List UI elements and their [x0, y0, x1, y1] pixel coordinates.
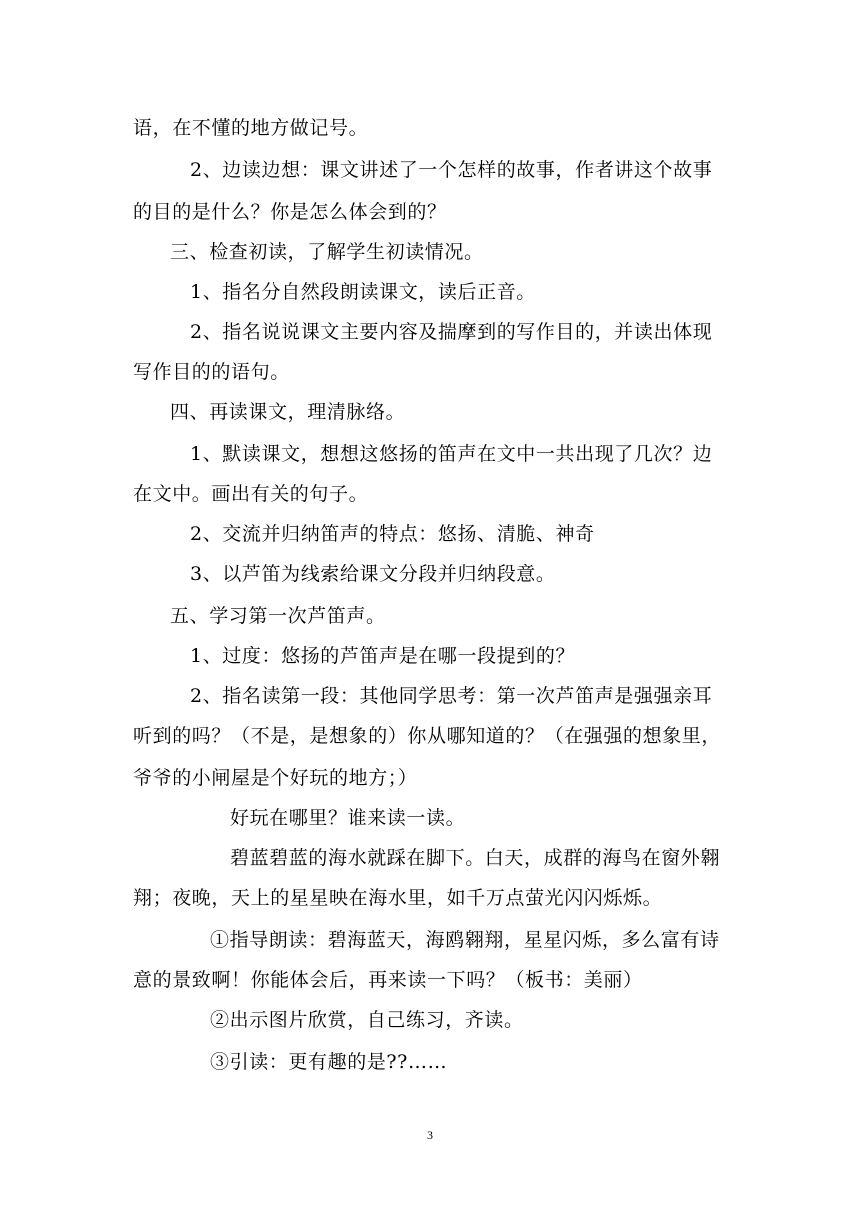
text-line-11: 2、交流并归纳笛声的特点：悠扬、清脆、神奇: [190, 523, 595, 545]
text-line-21: ①指导朗读：碧海蓝天，海鸥翱翔，星星闪烁，多么富有诗: [210, 929, 720, 951]
text-line-15: 2、指名读第一段：其他同学思考：第一次芦笛声是强强亲耳: [190, 685, 713, 707]
text-line-12: 3、以芦笛为线索给课文分段并归纳段意。: [190, 563, 556, 585]
text-line-10: 在文中。画出有关的句子。: [133, 483, 369, 505]
text-line-24: ③引读：更有趣的是??……: [210, 1051, 448, 1073]
text-line-3: 的目的是什么？你是怎么体会到的？: [133, 201, 447, 223]
text-line-23: ②出示图片欣赏，自己练习，齐读。: [210, 1009, 524, 1031]
text-line-16: 听到的吗？（不是，是想象的）你从哪知道的？（在强强的想象里，: [133, 725, 722, 747]
page-number: 3: [427, 1128, 433, 1142]
text-line-9: 1、默读课文，想想这悠扬的笛声在文中一共出现了几次？边: [190, 443, 713, 465]
text-line-19: 碧蓝碧蓝的海水就踩在脚下。白天，成群的海鸟在窗外翱: [230, 847, 721, 869]
section-heading-3: 三、检查初读，了解学生初读情况。: [170, 241, 484, 263]
text-line-17: 爷爷的小闸屋是个好玩的地方；）: [133, 767, 418, 789]
text-line-20: 翔；夜晚，天上的星星映在海水里，如千万点萤光闪闪烁烁。: [133, 887, 663, 909]
text-line-22: 意的景致啊！你能体会后，再来读一下吗？（板书：美丽）: [133, 969, 643, 991]
text-line-18: 好玩在哪里？谁来读一读。: [230, 807, 466, 829]
section-heading-4: 四、再读课文，理清脉络。: [170, 401, 406, 423]
text-line-1: 语，在不懂的地方做记号。: [133, 117, 369, 139]
section-heading-5: 五、学习第一次芦笛声。: [170, 605, 386, 627]
text-line-2: 2、边读边想：课文讲述了一个怎样的故事，作者讲这个故事: [190, 159, 713, 181]
text-line-5: 1、指名分自然段朗读课文，读后正音。: [190, 281, 536, 303]
text-line-6: 2、指名说说课文主要内容及揣摩到的写作目的，并读出体现: [190, 321, 713, 343]
text-line-14: 1、过度：悠扬的芦笛声是在哪一段提到的？: [190, 645, 576, 667]
text-line-7: 写作目的的语句。: [133, 361, 290, 383]
